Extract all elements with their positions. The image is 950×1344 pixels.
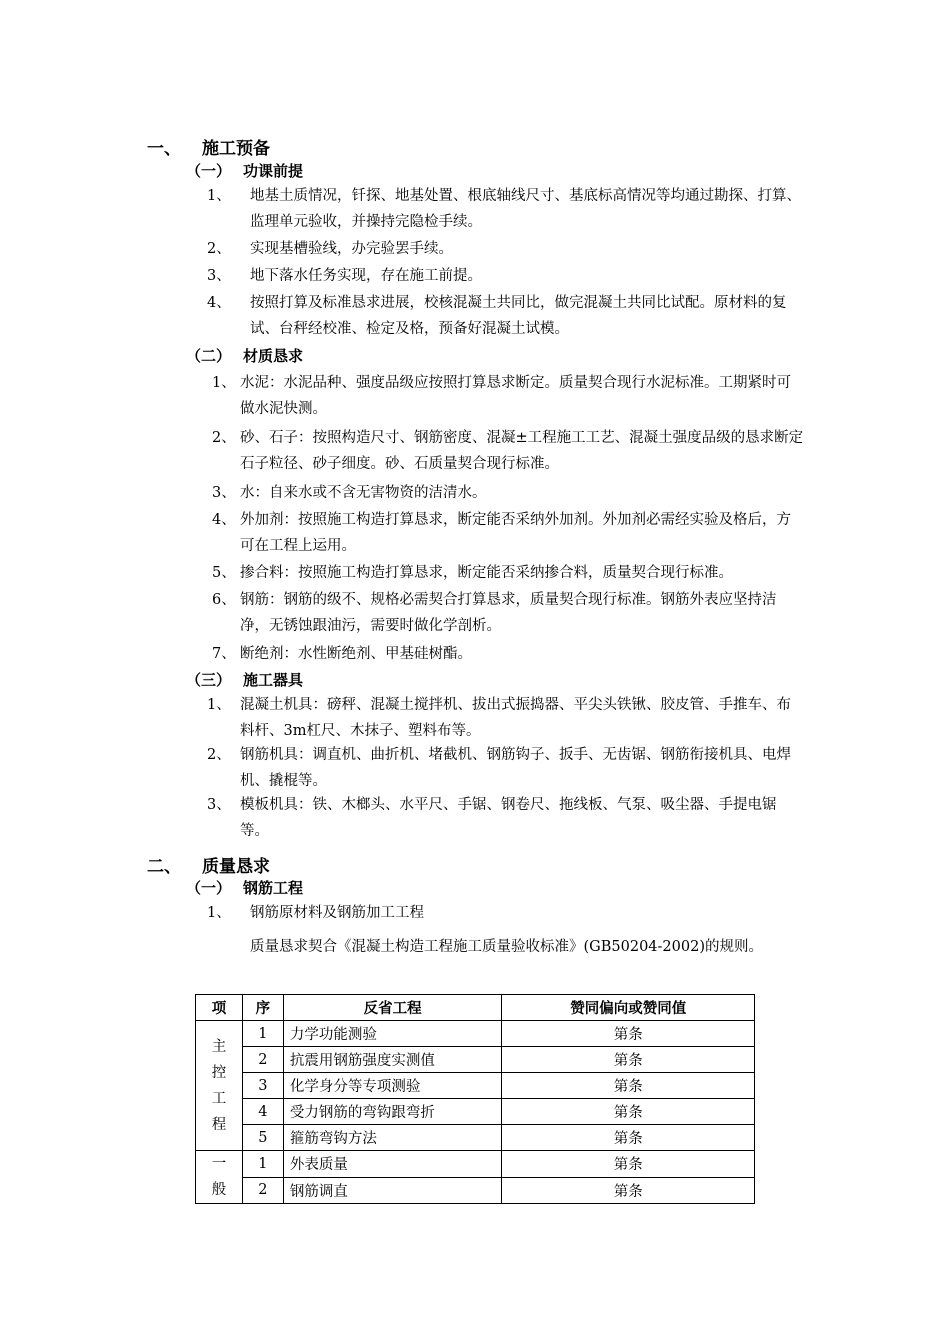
cell-value: 第条 xyxy=(502,1125,755,1151)
list-item xyxy=(207,263,807,289)
table-row xyxy=(196,1177,755,1204)
list-item xyxy=(207,290,807,342)
section-2-number: 二、 xyxy=(147,857,181,877)
subsection-1-2-heading xyxy=(186,345,303,366)
item-text: 水：自来水或不含无害物资的洁清水。 xyxy=(240,485,487,501)
header-item: 反省工程 xyxy=(283,995,502,1021)
cell-item: 力学功能测验 xyxy=(283,1021,502,1047)
subsection-title: 功课前提 xyxy=(243,162,304,180)
subsection-1-3-heading xyxy=(186,669,303,690)
list-item xyxy=(207,900,807,926)
item-number: 1、 xyxy=(212,375,236,391)
table-row xyxy=(196,1073,755,1099)
table-row xyxy=(196,1021,755,1047)
item-number: 2、 xyxy=(207,747,231,763)
item-number: 6、 xyxy=(212,592,236,608)
cell-value: 第条 xyxy=(502,1177,755,1204)
cell-seq: 1 xyxy=(242,1151,283,1178)
table-header-row xyxy=(196,995,755,1021)
list-item xyxy=(207,742,807,794)
item-text: 钢筋原材料及钢筋加工工程 xyxy=(250,905,424,921)
list-item xyxy=(212,480,812,506)
item-text: 砂、石子：按照构造尺寸、钢筋密度、混凝±工程施工工艺、混凝土强度品级的恳求断定石子粒径、砂子细度。砂、石质量契合现行标准。 xyxy=(240,430,804,472)
inspection-table xyxy=(195,994,755,1204)
group-general-label: 一 般 xyxy=(196,1151,243,1204)
section-1-title: 施工预备 xyxy=(202,139,270,159)
list-item xyxy=(207,183,807,235)
section-1-heading xyxy=(147,134,347,159)
table-row xyxy=(196,1125,755,1151)
table-row xyxy=(196,1151,755,1178)
item-text: 模板机具：铁、木榔头、水平尺、手锯、钢卷尺、拖线板、气泵、吸尘器、手提电锯等。 xyxy=(240,797,777,839)
cell-value: 第条 xyxy=(502,1151,755,1178)
item-text: 按照打算及标准恳求进展，校核混凝土共同比，做完混凝土共同比试配。原材料的复试、台秤经校准、检定及格，预备好混凝土试模。 xyxy=(250,295,787,337)
item-text: 地下落水任务实现，存在施工前提。 xyxy=(250,268,482,284)
table-row xyxy=(196,1099,755,1125)
item-number: 5、 xyxy=(212,565,236,581)
item-number: 1、 xyxy=(207,188,231,204)
item-text: 掺合料：按照施工构造打算恳求，断定能否采纳掺合料，质量契合现行标准。 xyxy=(240,565,733,581)
item-number: 1、 xyxy=(207,697,231,713)
list-item xyxy=(212,507,812,559)
cell-seq: 2 xyxy=(242,1177,283,1204)
standard-reference-paragraph: 质量恳求契合《混凝土构造工程施工质量验收标准》(GB50204-2002)的规则。 xyxy=(250,939,763,955)
cell-item: 钢筋调直 xyxy=(283,1177,502,1204)
list-item xyxy=(212,425,812,477)
list-item xyxy=(212,641,812,667)
item-text: 外加剂：按照施工构造打算恳求，断定能否采纳外加剂。外加剂必需经实验及格后，方可在工程上运用。 xyxy=(240,512,791,554)
item-number: 3、 xyxy=(212,485,236,501)
section-1-number: 一、 xyxy=(147,139,181,159)
header-tolerance: 赞同偏向或赞同值 xyxy=(502,995,755,1021)
subsection-title: 钢筋工程 xyxy=(243,879,304,897)
item-text: 钢筋机具：调直机、曲折机、堵截机、钢筋钩子、扳手、无齿锯、钢筋衔接机具、电焊机、撬棍等。 xyxy=(240,747,791,789)
cell-item: 抗震用钢筋强度实测值 xyxy=(283,1047,502,1073)
subsection-title: 材质恳求 xyxy=(243,347,304,365)
cell-value: 第条 xyxy=(502,1047,755,1073)
item-number: 3、 xyxy=(207,268,231,284)
cell-seq: 4 xyxy=(242,1099,283,1125)
subsection-number: （一） xyxy=(186,879,232,897)
subsection-number: （一） xyxy=(186,162,232,180)
cell-seq: 5 xyxy=(242,1125,283,1151)
cell-item: 化学身分等专项测验 xyxy=(283,1073,502,1099)
subsection-2-1-heading xyxy=(186,877,303,898)
table-row xyxy=(196,1047,755,1073)
section-2-heading xyxy=(147,852,347,877)
header-category: 项 xyxy=(196,995,243,1021)
item-number: 2、 xyxy=(207,241,231,257)
item-text: 实现基槽验线，办完验罢手续。 xyxy=(250,241,453,257)
section-2-title: 质量恳求 xyxy=(202,857,270,877)
cell-item: 外表质量 xyxy=(283,1151,502,1178)
cell-value: 第条 xyxy=(502,1073,755,1099)
list-item xyxy=(207,792,807,844)
list-item xyxy=(212,560,812,586)
subsection-number: （二） xyxy=(186,347,232,365)
cell-seq: 3 xyxy=(242,1073,283,1099)
list-item xyxy=(212,370,812,422)
item-number: 4、 xyxy=(207,295,231,311)
list-item xyxy=(207,692,807,744)
item-text: 钢筋：钢筋的级不、规格必需契合打算恳求，质量契合现行标准。钢筋外表应坚持洁净，无锈蚀跟油污，需要时做化学剖析。 xyxy=(240,592,777,634)
item-text: 水泥：水泥品种、强度品级应按照打算恳求断定。质量契合现行水泥标准。工期紧时可做水泥快测。 xyxy=(240,375,791,417)
item-number: 4、 xyxy=(212,512,236,528)
item-text: 地基土质情况，钎探、地基处置、根底轴线尺寸、基底标高情况等均通过勘探、打算、监理单元验收，并操持完隐检手续。 xyxy=(250,188,801,230)
cell-item: 受力钢筋的弯钩跟弯折 xyxy=(283,1099,502,1125)
subsection-title: 施工器具 xyxy=(243,671,304,689)
subsection-number: （三） xyxy=(186,671,232,689)
item-number: 7、 xyxy=(212,646,236,662)
cell-seq: 1 xyxy=(242,1021,283,1047)
group-main-control-label: 主 控 工 程 xyxy=(196,1021,243,1151)
cell-item: 箍筋弯钩方法 xyxy=(283,1125,502,1151)
item-number: 1、 xyxy=(207,905,231,921)
item-number: 2、 xyxy=(212,430,236,446)
list-item xyxy=(207,236,807,262)
cell-seq: 2 xyxy=(242,1047,283,1073)
subsection-1-1-heading xyxy=(186,160,303,181)
list-item xyxy=(212,587,812,639)
item-text: 混凝土机具：磅秤、混凝土搅拌机、拔出式振捣器、平尖头铁锹、胶皮管、手推车、布料杆、3m杠尺、木抹子、塑料布等。 xyxy=(240,697,791,739)
item-text: 断绝剂：水性断绝剂、甲基硅树酯。 xyxy=(240,646,472,662)
item-number: 3、 xyxy=(207,797,231,813)
cell-value: 第条 xyxy=(502,1099,755,1125)
cell-value: 第条 xyxy=(502,1021,755,1047)
header-seq: 序 xyxy=(242,995,283,1021)
